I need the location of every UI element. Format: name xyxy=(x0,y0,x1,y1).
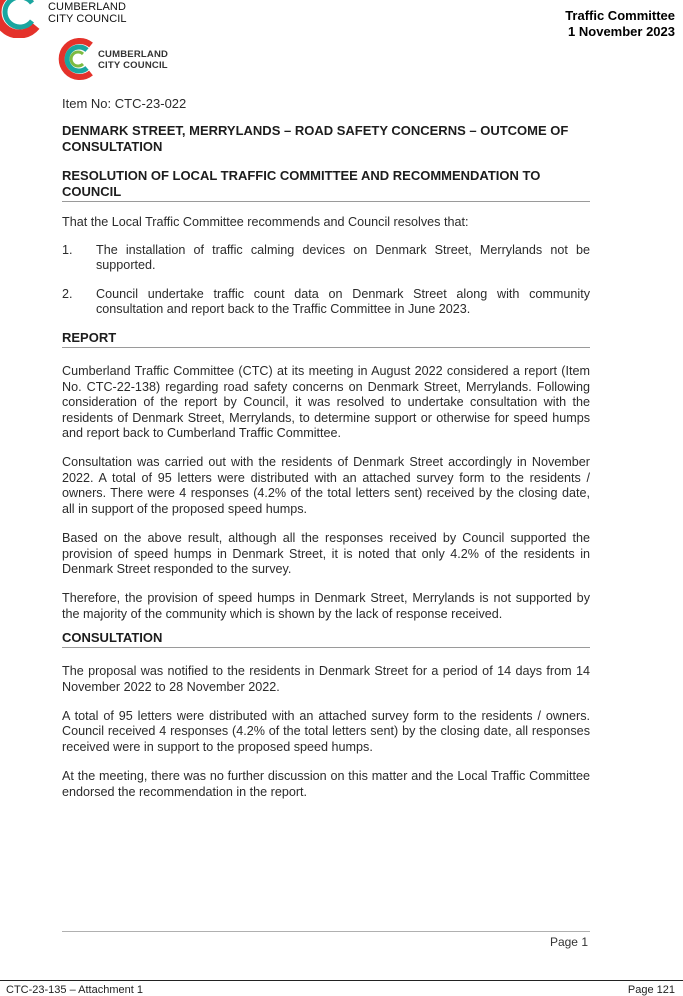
page-footer-divider xyxy=(62,931,590,932)
council-logo-wordmark: CUMBERLAND CITY COUNCIL xyxy=(48,1,127,25)
resolution-intro: That the Local Traffic Committee recommends and Council resolves that: xyxy=(62,215,469,230)
list-number: 2. xyxy=(62,286,73,301)
list-text: Council undertake traffic count data on Denmark Street along with community consultation and report back to the Traffic Committee in June 2023. xyxy=(96,286,590,317)
report-paragraph: Cumberland Traffic Committee (CTC) at its meeting in August 2022 considered a report (Item No. CTC-22-138) regarding road safety concerns on Denmark Street, Merrylands. Following consideration of the report by Council, it was resolved to undertake consultation with the residents of Denmark Street, Merrylands, to determine support or otherwise for speed humps and report back to Cumberland Traffic Committee. xyxy=(62,364,590,441)
consultation-heading: CONSULTATION xyxy=(62,630,590,648)
document-logo-wordmark: CUMBERLAND CITY COUNCIL xyxy=(98,49,169,71)
page-number: Page 1 xyxy=(549,935,588,949)
consultation-paragraph: A total of 95 letters were distributed with an attached survey form to the residents / owners. Council received 4 responses (4.2% of the total letters sent) by the closing date, all responses received were in support to the proposed speed humps. xyxy=(62,708,590,754)
report-paragraph: Based on the above result, although all the responses received by Council supported the provision of speed humps in Denmark Street, it is noted that only 4.2% of the residents in Denmark Street responded to the survey. xyxy=(62,531,590,576)
report-title: DENMARK STREET, MERRYLANDS – ROAD SAFETY CONCERNS – OUTCOME OF CONSULTATION xyxy=(62,123,569,155)
council-logo-icon xyxy=(56,36,98,82)
report-document xyxy=(62,34,590,800)
item-number: Item No: CTC-23-022 xyxy=(62,96,187,111)
consultation-paragraph: At the meeting, there was no further discussion on this matter and the Local Traffic Committee endorsed the recommendation in the report. xyxy=(62,769,590,799)
report-paragraph: Consultation was carried out with the residents of Denmark Street accordingly in November 2022. A total of 95 letters were distributed with an attached survey form to the residents / owners. There were 4 responses (4.2% of the total letters sent) received by the closing date, all in support of the proposed speed humps. xyxy=(62,455,590,516)
list-item xyxy=(62,243,590,274)
report-heading: REPORT xyxy=(62,330,590,348)
council-logo-icon xyxy=(0,0,44,38)
document-logo xyxy=(56,34,590,84)
list-number: 1. xyxy=(62,242,73,257)
meeting-date: 1 November 2023 xyxy=(568,24,675,39)
recommendations-list xyxy=(62,243,590,318)
bottom-divider xyxy=(0,980,683,981)
committee-name: Traffic Committee xyxy=(565,8,675,23)
agenda-page-number: Page 121 xyxy=(627,984,675,996)
attachment-reference: CTC-23-135 – Attachment 1 xyxy=(6,984,143,996)
report-paragraph: Therefore, the provision of speed humps in Denmark Street, Merrylands is not supported by the majority of the community which is shown by the lack of response received. xyxy=(62,591,590,621)
resolution-heading: RESOLUTION OF LOCAL TRAFFIC COMMITTEE AND RECOMMENDATION TO COUNCIL xyxy=(62,168,590,202)
list-item xyxy=(62,287,590,318)
list-text: The installation of traffic calming devices on Denmark Street, Merrylands not be supported. xyxy=(96,242,590,273)
consultation-paragraph: The proposal was notified to the residents in Denmark Street for a period of 14 days from 14 November 2022 to 28 November 2022. xyxy=(62,664,590,694)
